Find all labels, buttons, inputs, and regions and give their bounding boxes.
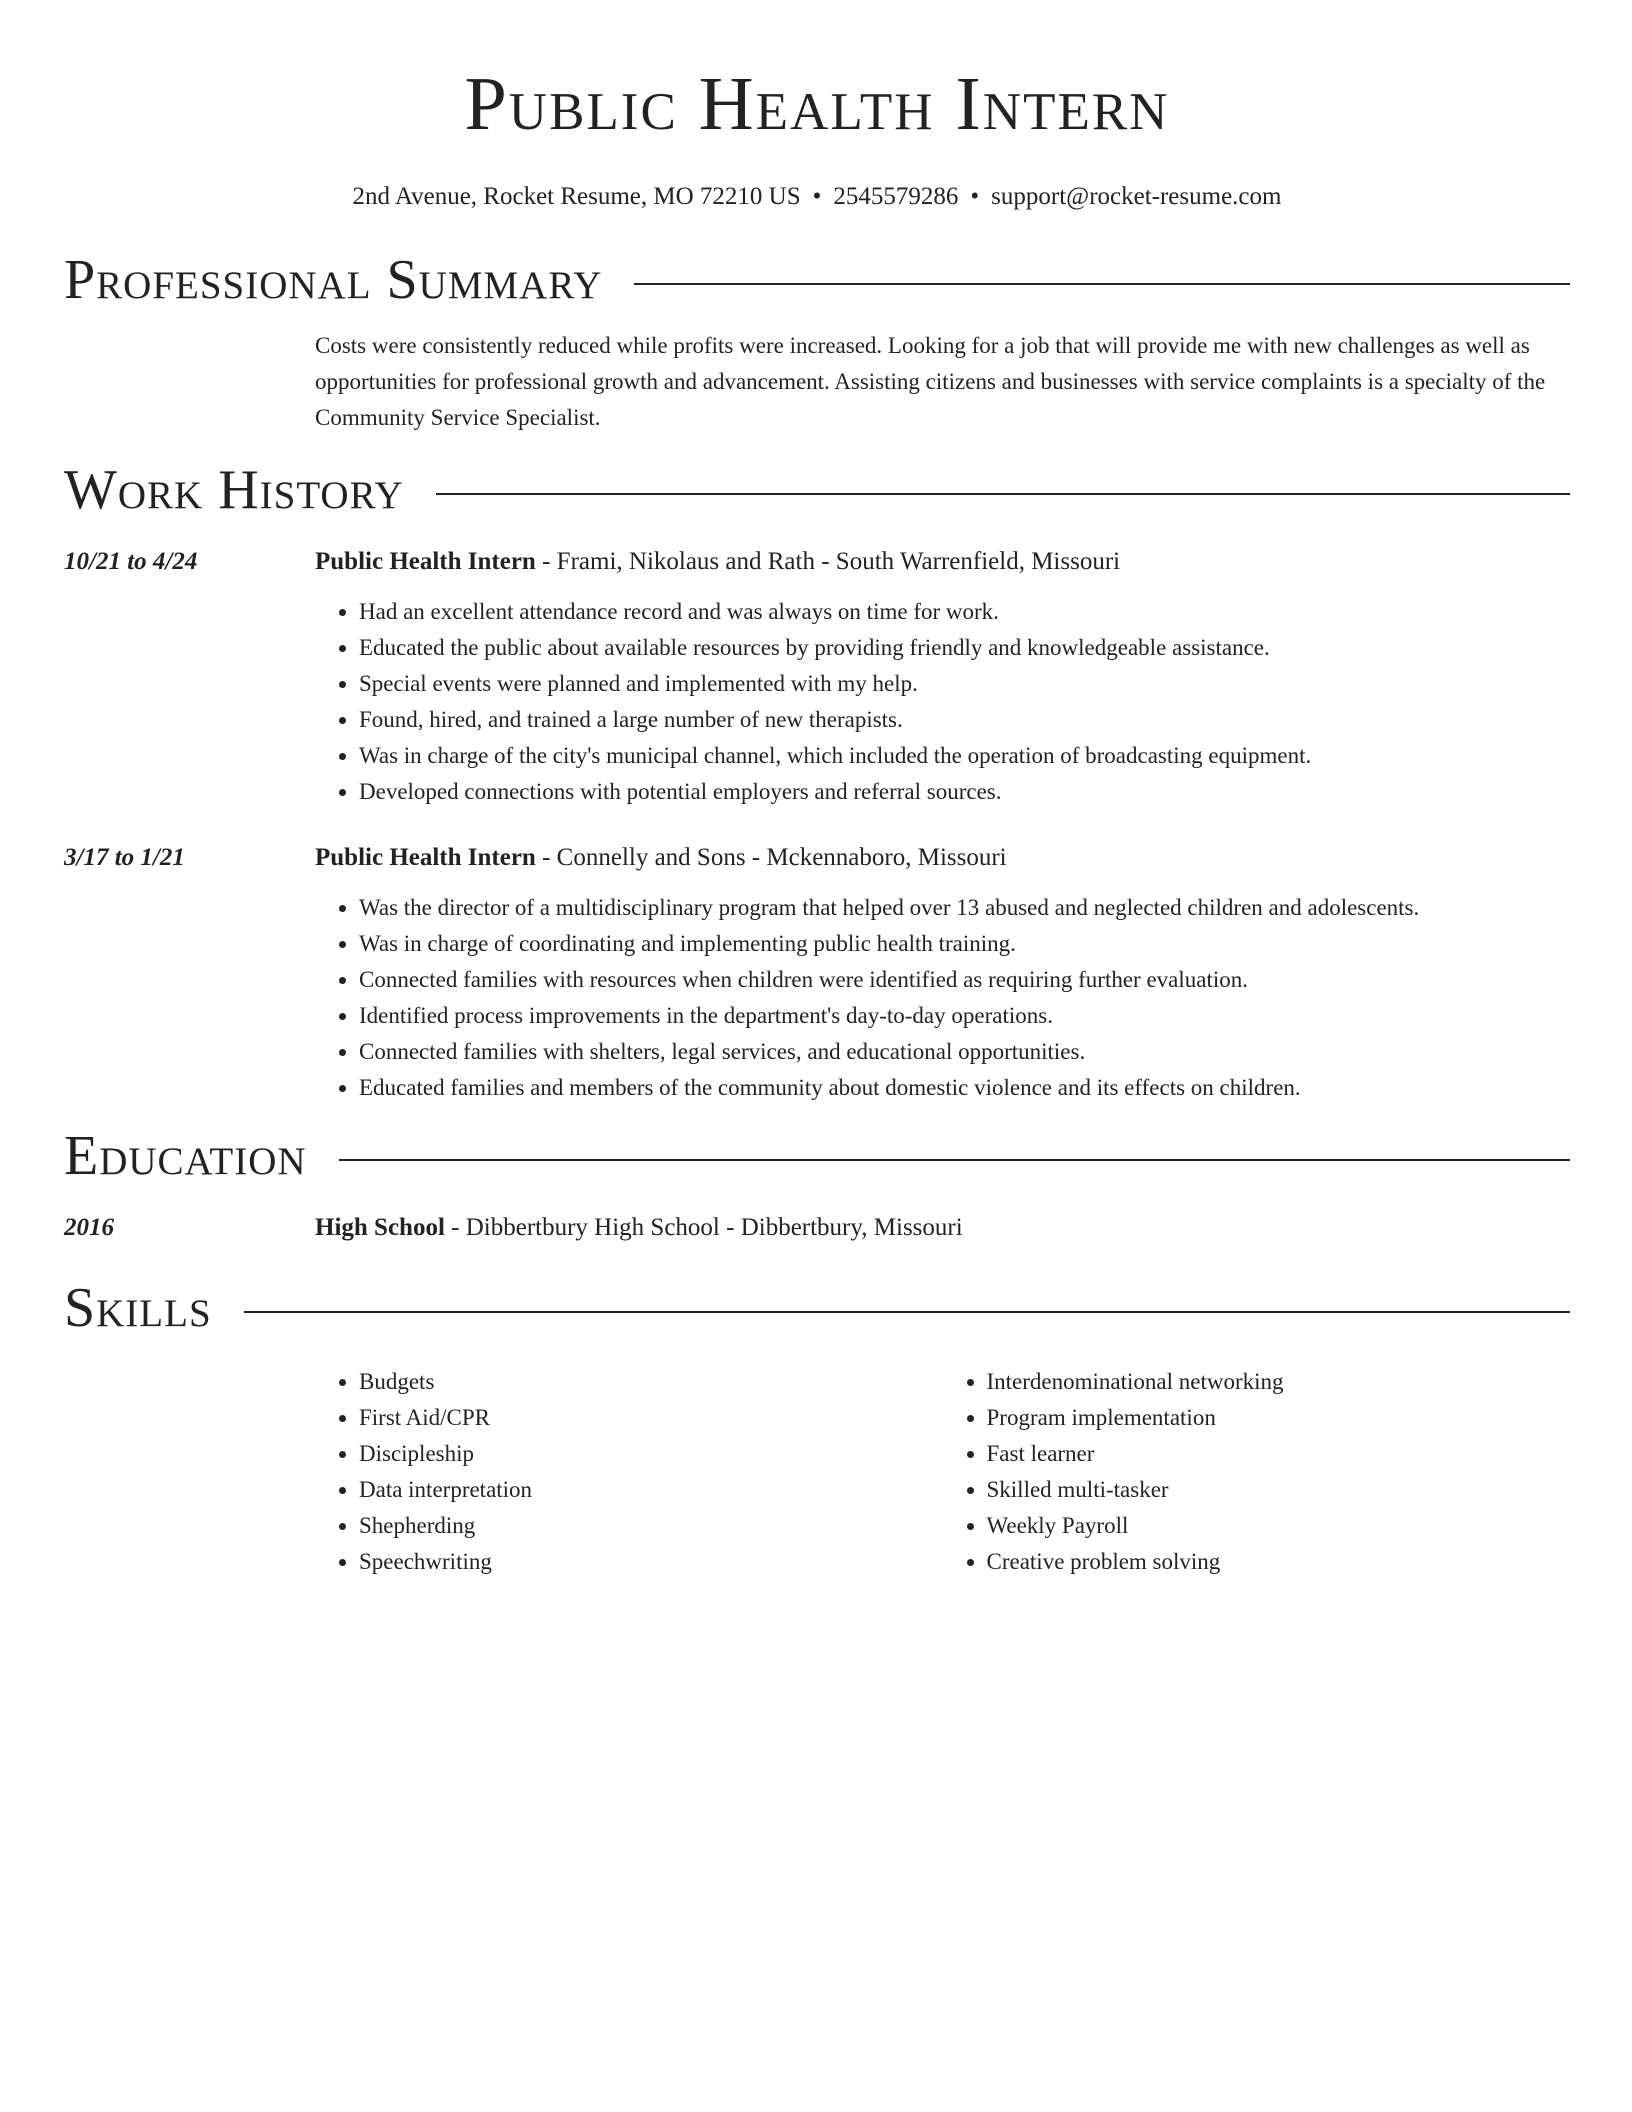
job-title-line — [315, 546, 1570, 578]
contact-address: 2nd Avenue, Rocket Resume, MO 72210 US — [352, 183, 801, 210]
skill-item: • Speechwriting — [359, 1544, 943, 1580]
section-divider — [244, 1311, 1570, 1313]
contact-separator: • — [812, 183, 822, 210]
section-title-work: Work History — [64, 459, 404, 521]
education-year: 2016 — [64, 1214, 114, 1241]
skills-list-left — [315, 1364, 943, 1580]
section-divider — [339, 1159, 1570, 1161]
skill-item: • Fast learner — [987, 1436, 1571, 1472]
contact-email: support@rocket-resume.com — [991, 183, 1282, 210]
skill-item: • Discipleship — [359, 1436, 943, 1472]
job-duty: • Connected families with resources when children were identified as requiring further evaluation. — [359, 962, 1570, 998]
skill-item: • Program implementation — [987, 1400, 1571, 1436]
section-title-education: Education — [64, 1125, 307, 1187]
skill-item: • Weekly Payroll — [987, 1508, 1571, 1544]
work-section-header — [64, 458, 1570, 522]
job-duty: • Connected families with shelters, legal services, and educational opportunities. — [359, 1034, 1570, 1070]
job-position: Public Health Intern — [315, 844, 536, 871]
section-title-skills: Skills — [64, 1277, 212, 1339]
job-entry — [64, 842, 1570, 1106]
job-duty: • Identified process improvements in the department's day-to-day operations. — [359, 998, 1570, 1034]
skills-columns — [315, 1364, 1570, 1580]
job-duty: • Was the director of a multidisciplinary program that helped over 13 abused and neglected children and adolescents. — [359, 890, 1570, 926]
resume-page — [64, 0, 1570, 1580]
education-section-header — [64, 1124, 1570, 1188]
summary-section-header — [64, 248, 1570, 312]
skill-item: • Skilled multi-tasker — [987, 1472, 1571, 1508]
job-duty: • Educated families and members of the community about domestic violence and its effects on children. — [359, 1070, 1570, 1106]
education-entry — [64, 1212, 1570, 1244]
job-duty: • Had an excellent attendance record and was always on time for work. — [359, 594, 1570, 630]
skills-list-right — [943, 1364, 1571, 1580]
education-line — [315, 1212, 1570, 1244]
section-divider — [436, 493, 1570, 495]
education-degree: High School — [315, 1214, 445, 1241]
summary-text: Costs were consistently reduced while profits were increased. Looking for a job that will provide me with new challenges as well as opportunities for professional growth and advancement. Assisting citizens and businesses with service complaints is a specialty of the Community Service Specialist. — [315, 333, 1546, 430]
job-employer: - Frami, Nikolaus and Rath - South Warrenfield, Missouri — [535, 548, 1121, 575]
skills-section-header — [64, 1276, 1570, 1340]
job-title-line — [315, 842, 1570, 874]
candidate-name: Public Health Intern — [464, 62, 1170, 146]
contact-phone: 2545579286 — [833, 183, 959, 210]
job-duty: • Educated the public about available resources by providing friendly and knowledgeable assistance. — [359, 630, 1570, 666]
section-divider — [634, 283, 1570, 285]
job-employer: - Connelly and Sons - Mckennaboro, Missouri — [535, 844, 1007, 871]
job-dates: 3/17 to 1/21 — [64, 844, 185, 871]
job-duties-list — [315, 890, 1570, 1106]
job-duty: • Special events were planned and implemented with my help. — [359, 666, 1570, 702]
section-title-summary: Professional Summary — [64, 249, 603, 311]
skill-item: • Shepherding — [359, 1508, 943, 1544]
skill-item: • Budgets — [359, 1364, 943, 1400]
job-body — [315, 546, 1570, 810]
contact-separator: • — [970, 183, 980, 210]
skill-item: • Creative problem solving — [987, 1544, 1571, 1580]
job-duty: • Was in charge of the city's municipal channel, which included the operation of broadcasting equipment. — [359, 738, 1570, 774]
job-body — [315, 842, 1570, 1106]
job-position: Public Health Intern — [315, 548, 536, 575]
skill-item: • First Aid/CPR — [359, 1400, 943, 1436]
education-body — [315, 1212, 1570, 1244]
education-school: - Dibbertbury High School - Dibbertbury, Missouri — [444, 1214, 963, 1241]
skill-item: • Interdenominational networking — [987, 1364, 1571, 1400]
skill-item: • Data interpretation — [359, 1472, 943, 1508]
job-duty: • Was in charge of coordinating and implementing public health training. — [359, 926, 1570, 962]
job-duty: • Developed connections with potential employers and referral sources. — [359, 774, 1570, 810]
job-duty: • Found, hired, and trained a large number of new therapists. — [359, 702, 1570, 738]
job-dates: 10/21 to 4/24 — [64, 548, 198, 575]
job-duties-list — [315, 594, 1570, 810]
job-entry — [64, 546, 1570, 810]
contact-line — [64, 182, 1570, 212]
